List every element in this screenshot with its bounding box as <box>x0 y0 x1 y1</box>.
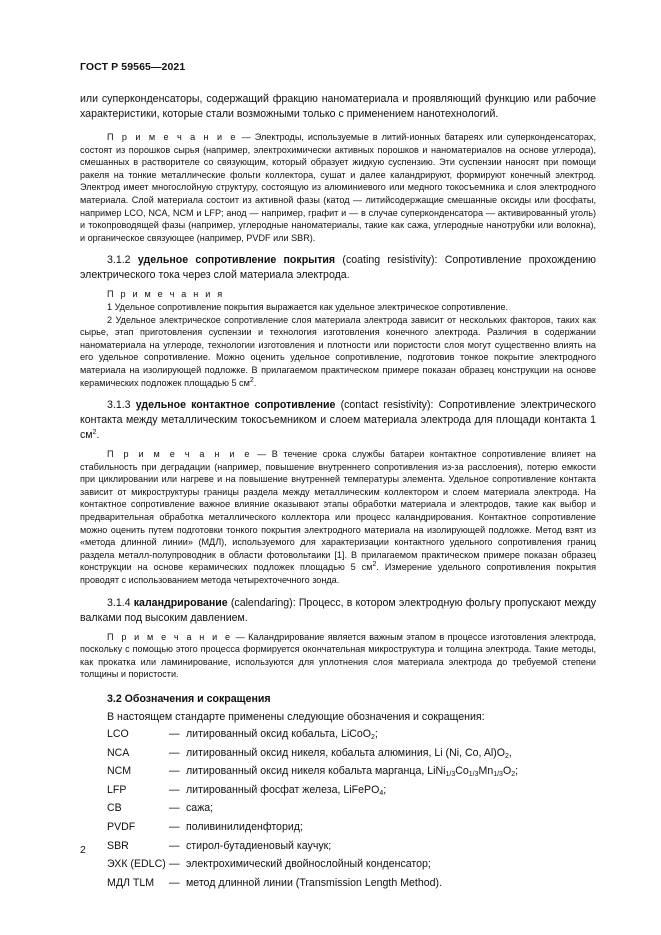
dash: — <box>169 876 180 889</box>
definition-text: (calendaring): Процесс, в котором электродную фольгу пропускают между валками под высоким давлением. <box>80 596 596 624</box>
abbreviation: CB <box>107 802 122 815</box>
note-calendaring <box>80 631 596 681</box>
intro-paragraph: или суперконденсаторы, содержащий фракцию наноматериала и проявляющий функцию или рабочие характеристики, которые стали возможными только с применением нанотехнологий. <box>80 93 596 120</box>
abbreviation: МДЛ TLM <box>107 876 155 889</box>
definition-text: литированный оксид кобальта, LiCoO <box>186 728 371 740</box>
abbreviation-row <box>80 799 596 818</box>
abbreviation-definition: поливинилиденфторид; <box>186 820 303 833</box>
formula-part: Co <box>455 765 469 778</box>
definition-text: (coating resistivity): Сопротивление прохождению электрического тока через слой материала электрода. <box>80 254 596 282</box>
abbreviation-definition: метод длинной линии (Transmission Length Method). <box>186 876 443 889</box>
standard-header: ГОСТ Р 59565—2021 <box>80 61 186 73</box>
abbreviation-definition: сажа; <box>186 802 214 815</box>
formula-part: O <box>502 765 512 778</box>
formula-part: Mn <box>478 765 494 778</box>
dash: — <box>169 820 180 833</box>
definition-text: (contact resistivity): Сопротивление электрического контакта между металлическим токосъемником и слоем материала электрода для площади контакта 1 см <box>80 399 596 442</box>
section-intro: В настоящем стандарте применены следующие обозначения и сокращения: <box>107 711 485 723</box>
abbreviation-row <box>80 725 596 744</box>
definition-term: каландрирование <box>133 596 228 609</box>
note-label: П р и м е ч а н и е <box>107 449 252 460</box>
abbreviation-row <box>80 762 596 781</box>
dash: — <box>169 783 180 796</box>
section-title: 3.2 Обозначения и сокращения <box>107 693 271 705</box>
subscript: 1/3 <box>468 771 479 779</box>
page-number: 2 <box>80 844 86 856</box>
superscript: 2 <box>249 376 254 384</box>
note-electrodes <box>80 131 596 244</box>
note-label: П р и м е ч а н и е <box>107 631 233 642</box>
subscript: 2 <box>505 752 509 760</box>
abbreviation-row <box>80 874 596 893</box>
abbreviation-row <box>80 855 596 874</box>
definition-number: 3.1.3 <box>107 399 131 412</box>
abbreviation-definition <box>186 762 596 781</box>
definition-text: литированный фосфат железа, LiFePO <box>186 783 380 796</box>
abbreviation: NCM <box>107 765 132 778</box>
dash: — <box>169 839 180 852</box>
abbreviation: LCO <box>107 728 129 740</box>
note-item-1: 1 Удельное сопротивление покрытия выражается как удельное электрическое сопротивление. <box>107 301 509 312</box>
definition-number: 3.1.4 <box>107 596 131 609</box>
definition-3-1-3 <box>80 398 596 443</box>
definition-term: удельное сопротивление покрытия <box>137 254 336 267</box>
abbreviation-definition: стирол-бутадиеновый каучук; <box>186 839 332 852</box>
abbreviation-row <box>80 744 596 763</box>
abbreviation-list <box>80 725 596 892</box>
note-text: — Электроды, используемые в литий-ионных батареях или суперконденсаторах, состоят из порошков сырья (например, электрохимически активных порошков и наноматериалов на основе углерода), смешанных в растворителе со связующим, который образует жидкую суспензию. Эти суспензии наносят при помощи ракеля на тонкие металлические фольги коллектора, сушат и далее каландрируют, формируют конечный электрод. Электрод имеет многослойную структуру, состоящую из алюминиевого или медного токосъемника и слоя электродного материала. Слой материала состоит из активной фазы (катод — литийсодержащие смешанные оксиды или фосфаты, например LCO, NCA, NCM и LFP; анод — например, графит и — в случае суперконденсатора — активированный уголь) и токопроводящей фазы (например, углеродные наноматериалы, такие как сажа, углеродные нанотрубки или волокна), и органическое связующее (например, PVDF или SBR). <box>80 132 596 243</box>
definition-tail: , <box>508 746 512 759</box>
note-item-2-end: . <box>253 377 257 388</box>
subscript: 4 <box>379 789 384 797</box>
page-content <box>80 92 596 892</box>
note-text-end: . Измерение удельного сопротивления покрытия проводят с использованием метода четырехточечного зонда. <box>80 562 596 586</box>
abbreviation: ЭХК (EDLC) <box>107 858 166 871</box>
subscript: 2 <box>511 771 516 779</box>
definition-number: 3.1.2 <box>107 254 131 267</box>
definition-text: литированный оксид никеля кобальта марганца, LiNi <box>186 765 446 778</box>
definition-3-1-4 <box>80 596 596 626</box>
abbreviation-definition: электрохимический двойнослойный конденсатор; <box>186 858 431 871</box>
dash: — <box>169 858 180 871</box>
superscript: 2 <box>372 561 377 569</box>
abbreviation-row <box>80 781 596 800</box>
note-text: — В течение срока службы батареи контактное сопротивление влияет на стабильность при деградации (например, повышение внутреннего сопротивления из-за расслоения), потерю емкости при циклировании или нагреве и на повышение внутренней температуры элемента. Удельное сопротивление контакта зависит от микроструктуры границы раздела между металлическим коллектором и слоем материала электрода. На контактное сопротивление важное влияние оказывают этапы обработки материала и электродов, такие как выбор и предварительная обработка металлического коллектора или процесс каландрирования. Контактное сопротивление можно оценить путем подготовки тонкого покрытия электродного материала на изолирующей подложке. Метод взят из «метода длинной линии» (МДЛ), используемого для характеризации контактного удельного сопротивления границ раздела металл-полупроводник в области фотовольтаики [1]. В прилагаемом практическом примере показан образец конструкции на основе керамических подложек площадью 5 см <box>80 449 596 573</box>
notes-title: П р и м е ч а н и я <box>107 289 225 300</box>
note-item-2-text: 2 Удельное электрическое сопротивление слоя материала электрода зависит от нескольких факторов, таких как сырье, этап приготовления суспензии и технология изготовления конечного электрода. Различия в содержании наноматериала на углероде, технологии изготовления и плотности или пористости слоя могут существенно влиять на его удельное сопротивление. Можно оценить удельное сопротивление, подготовив тонкое покрытие электродного материала на изолирующей подложке. В прилагаемом практическом примере показан образец конструкции на основе керамических подложек площадью 5 см <box>80 314 596 388</box>
definition-tail: ; <box>383 783 387 796</box>
dash: — <box>169 765 180 778</box>
note-label: П р и м е ч а н и е <box>107 132 238 142</box>
abbreviation-definition <box>186 744 596 763</box>
abbreviation: PVDF <box>107 820 136 833</box>
definition-tail: ; <box>515 765 519 778</box>
superscript: 2 <box>92 429 97 437</box>
note-text: — Каландрирование является важным этапом в процессе изготовления электрода, поскольку с помощью этого процесса формируется окончательная микроструктура и толщина электрода. Такие методы, как прокатка или ламинирование, используются для уплотнения слоя материала электрода до требуемой степени толщины и пористости. <box>80 631 596 680</box>
abbreviation: LFP <box>107 783 127 796</box>
definition-text: литированный оксид никеля, кобальта алюминия, Li (Ni, Co, Al)O <box>186 746 506 759</box>
abbreviation: NCA <box>107 746 130 759</box>
dash: — <box>169 746 180 759</box>
note-contact-resistivity <box>80 448 596 587</box>
dash: — <box>169 802 180 815</box>
definition-tail: ; <box>374 728 378 740</box>
subscript: 2 <box>371 734 375 741</box>
note-item-2 <box>80 314 596 390</box>
abbreviation-definition <box>186 781 596 800</box>
abbreviation-definition <box>186 725 596 744</box>
dash: — <box>169 728 180 740</box>
subscript: 1/3 <box>493 771 503 779</box>
definition-3-1-2 <box>80 253 596 283</box>
abbreviation: SBR <box>107 839 129 852</box>
definition-end: . <box>96 429 100 442</box>
subscript: 1/3 <box>445 771 456 779</box>
definition-term: удельное контактное сопротивление <box>135 399 336 412</box>
abbreviation-row <box>80 818 596 837</box>
abbreviation-row <box>80 837 596 856</box>
